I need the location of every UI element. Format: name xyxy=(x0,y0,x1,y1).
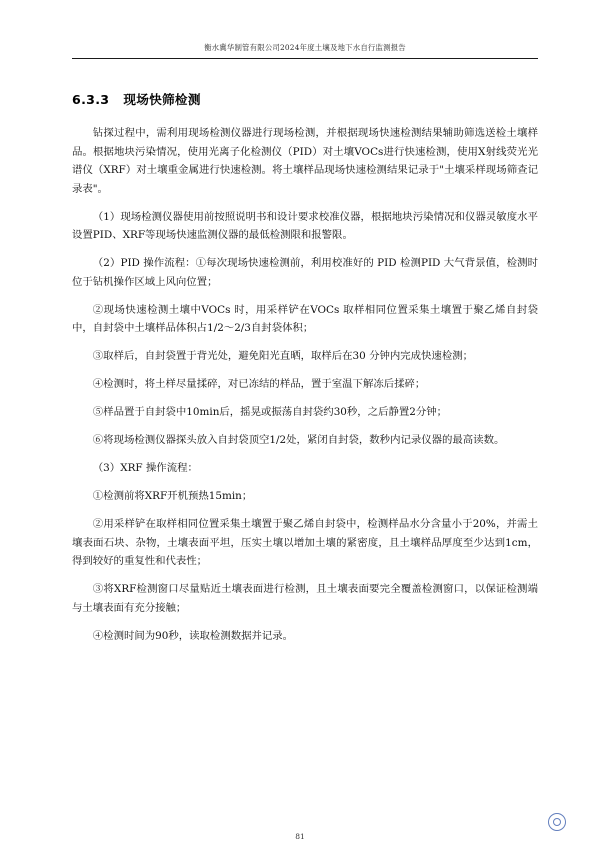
paragraph: ②现场快速检测土壤中VOCs 时，用采样铲在VOCs 取样相同位置采集土壤置于聚乙烯自封袋中，自封袋中土壤样品体积占1/2～2/3自封袋体积； xyxy=(72,303,538,335)
paragraph: 钻探过程中，需利用现场检测仪器进行现场检测，并根据现场快速检测结果辅助筛选送检土壤样品。根据地块污染情况，使用光离子化检测仪（PID）对土壤VOCs进行快速检测，使用X射线荧光光谱仪（XRF）对土壤重金属进行快速检测。将土壤样品现场快速检测结果记录于"土壤采样现场筛查记录表"。 xyxy=(72,127,538,195)
page-content-area xyxy=(72,42,538,829)
paragraph: ③将XRF检测窗口尽量贴近土壤表面进行检测，且土壤表面要完全覆盖检测窗口，以保证检测端与土壤表面有充分接触； xyxy=(72,583,538,614)
paragraph: ②用采样铲在取样相同位置采集土壤置于聚乙烯自封袋中，检测样品水分含量小于20%，并需土壤表面石块、杂物，土壤表面平坦，压实土壤以增加土壤的紧密度，且土壤样品厚度至少达到1cm，得到较好的重复性和代表性； xyxy=(72,518,538,568)
paragraph: ⑤样品置于自封袋中10min后，摇晃或振荡自封袋约30秒，之后静置2分钟； xyxy=(92,406,448,419)
section-number: 6.3.3 xyxy=(72,92,110,107)
paragraph: ①检测前将XRF开机预热15min； xyxy=(92,490,253,503)
body-text xyxy=(72,124,538,645)
page-number: 81 xyxy=(295,832,305,841)
paragraph: ③取样后，自封袋置于背光处，避免阳光直晒，取样后在30 分钟内完成快速检测； xyxy=(92,350,473,363)
section-heading xyxy=(72,89,538,108)
paragraph: ⑥将现场检测仪器探头放入自封袋顶空1/2处，紧闭自封袋，数秒内记录仪器的最高读数。 xyxy=(92,434,505,447)
header-title: 衡水冀华制管有限公司2024年度土壤及地下水自行监测报告 xyxy=(204,43,406,52)
seal-icon xyxy=(548,813,566,831)
page-header xyxy=(72,42,538,59)
paragraph: （2）PID 操作流程：①每次现场快速检测前，利用校准好的 PID 检测PID 大气背景值，检测时位于钻机操作区域上风向位置； xyxy=(72,257,538,288)
page-title: 现场快筛检测 xyxy=(123,92,201,107)
paragraph: （1）现场检测仪器使用前按照说明书和设计要求校准仪器，根据地块污染情况和仪器灵敏度水平设置PID、XRF等现场快速监测仪器的最低检测限和报警限。 xyxy=(72,210,538,242)
paragraph: （3）XRF 操作流程： xyxy=(92,462,198,475)
header-divider xyxy=(72,58,538,59)
paragraph: ④检测时，将土样尽量揉碎，对已冻结的样品，置于室温下解冻后揉碎； xyxy=(92,378,426,391)
paragraph: ④检测时间为90秒，读取检测数据并记录。 xyxy=(92,629,294,642)
